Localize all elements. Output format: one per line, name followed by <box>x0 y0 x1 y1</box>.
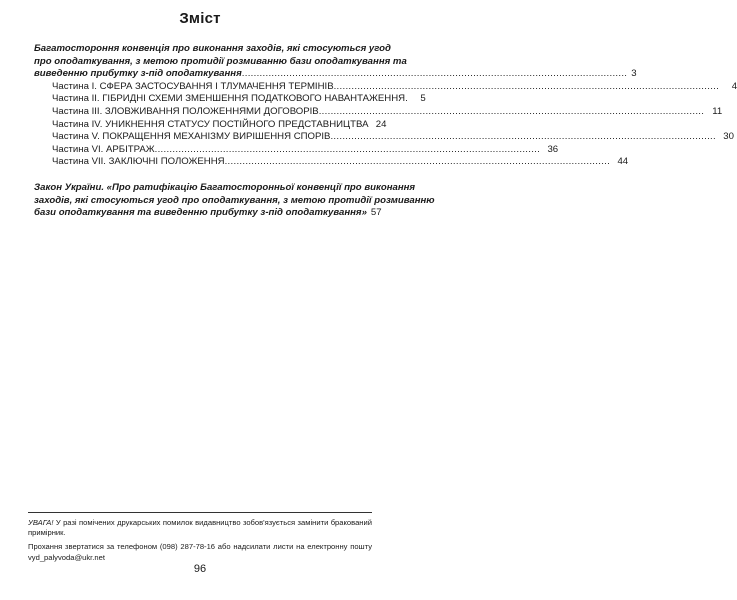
footer-notice <box>28 512 372 567</box>
toc-entry-part-6 <box>34 143 559 157</box>
toc-page-number: 30 <box>723 131 734 143</box>
toc-entry-part-3 <box>34 105 723 119</box>
toc-entry-title: Частина IV. УНИКНЕННЯ СТАТУСУ ПОСТІЙНОГО ПРЕДСТАВНИЦТВА <box>52 118 369 130</box>
toc-section-title <box>34 182 435 220</box>
toc-leader-dots: .................................................................................................................................. <box>330 131 716 143</box>
toc-leader-dots: .................................................................................................................................. <box>154 143 541 155</box>
toc-entry-title: Частина II. ГІБРИДНІ СХЕМИ ЗМЕНШЕННЯ ПОДАТКОВОГО НАВАНТАЖЕННЯ. <box>52 93 408 105</box>
toc-entry-title: Частина VI. АРБІТРАЖ <box>52 143 155 155</box>
toc-entry-title: Частина V. ПОКРАЩЕННЯ МЕХАНІЗМУ ВИРІШЕННЯ СПОРІВ <box>52 131 331 143</box>
toc-leader-dots: .................................................................................................................................. <box>333 80 720 92</box>
toc-title-line: Закон України. «Про ратифікацію Багатосторонньої конвенції про виконання <box>34 182 416 193</box>
toc-entry-title: Частина III. ЗЛОВЖИВАННЯ ПОЛОЖЕННЯМИ ДОГОВОРІВ <box>52 105 319 117</box>
toc-page-number: 44 <box>617 156 629 168</box>
toc-entry-part-2 <box>34 93 426 106</box>
toc-entry-part-5 <box>34 131 734 144</box>
toc-page-number: 57 <box>370 207 382 219</box>
footer-text <box>28 518 372 563</box>
toc-title-line: бази оподаткування та виведенню прибутку з-під оподаткування» <box>34 207 367 219</box>
toc-entry-title: Частина I. СФЕРА ЗАСТОСУВАННЯ І ТЛУМАЧЕННЯ ТЕРМІНІВ <box>52 80 334 92</box>
toc-entry-part-1 <box>34 80 737 94</box>
toc-leader-dots: .................................................................................................................................. <box>241 68 628 80</box>
toc-entry-part-4 <box>34 118 387 132</box>
errata-notice <box>28 518 372 538</box>
toc-page-number: 11 <box>712 105 723 117</box>
toc-block-ratification-law <box>34 182 435 220</box>
toc-page-number: 5 <box>420 93 426 105</box>
toc-page-number: 4 <box>731 80 737 92</box>
notice-text: У разі помічених друкарських помилок видавництво зобов'язується замінити бракований примірник. <box>28 518 372 538</box>
toc-page-number: 36 <box>547 143 559 155</box>
toc-block-convention <box>34 43 737 169</box>
page-title: Зміст <box>179 10 221 27</box>
toc-page-number: 24 <box>375 118 387 130</box>
toc-leader-dots: .................................................................................................................................. <box>318 105 705 117</box>
toc-title-line: заходів, які стосуються угод про оподаткування, з метою протидії розмиванню <box>34 194 435 206</box>
toc-entry-title: Частина VII. ЗАКЛЮЧНІ ПОЛОЖЕННЯ <box>52 156 225 168</box>
footer-divider <box>28 512 372 513</box>
contact-info: Прохання звертатися за телефоном (098) 287-78-16 або надсилати листи на електронну пошту vyd_palyvoda@ukr.net <box>28 542 372 562</box>
toc-section-title <box>34 43 637 81</box>
toc-title-line: про оподаткування, з метою протидії розмиванню бази оподаткування та <box>34 55 407 67</box>
toc-entry-part-7 <box>34 156 629 169</box>
toc-title-line: виведенню прибутку з-під оподаткування <box>34 68 242 80</box>
notice-label: УВАГА! <box>28 518 54 527</box>
toc-title-line: Багатостороння конвенція про виконання заходів, які стосуються угод <box>34 43 391 54</box>
toc-page-number: 3 <box>631 68 637 80</box>
toc-leader-dots: .................................................................................................................................. <box>224 156 611 168</box>
page-number: 96 <box>193 563 207 575</box>
